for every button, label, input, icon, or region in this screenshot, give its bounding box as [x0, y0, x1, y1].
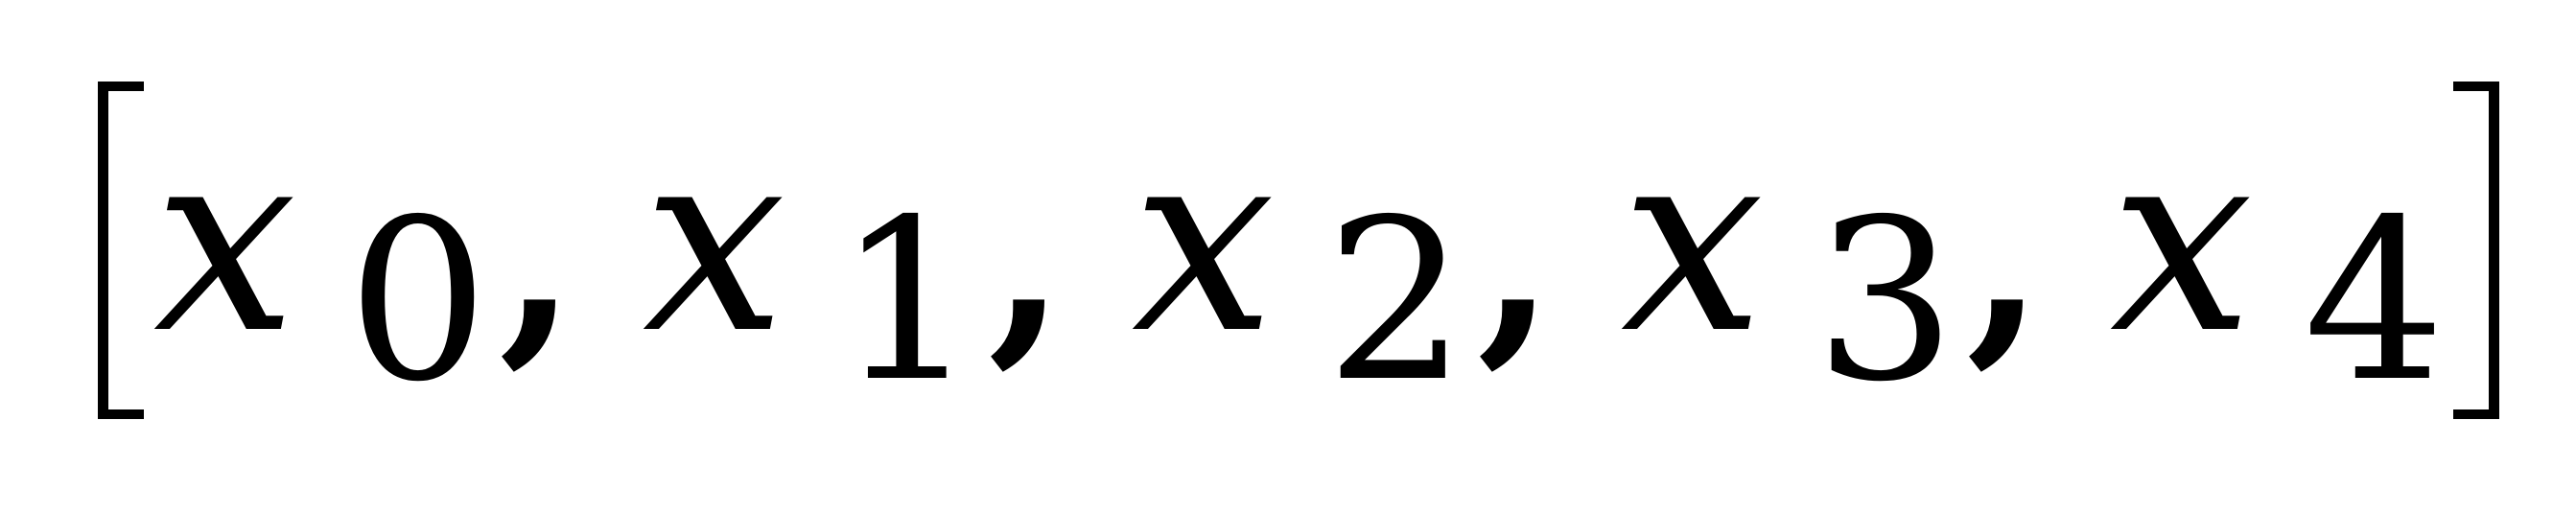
term-2-subscript: 2	[1325, 172, 1467, 431]
comma-separator: ,	[499, 124, 577, 388]
term-1-variable: x	[643, 94, 786, 389]
comma-separator: ,	[1477, 124, 1556, 388]
term-4-variable: x	[2110, 94, 2254, 389]
comma-separator: ,	[1966, 124, 2045, 388]
comma-separator: ,	[988, 124, 1066, 388]
term-0-subscript: 0	[347, 172, 489, 431]
open-bracket	[98, 82, 144, 419]
close-bracket	[2453, 82, 2499, 419]
term-3-subscript: 3	[1815, 172, 1956, 431]
term-0-variable: x	[153, 94, 297, 389]
term-3-variable: x	[1621, 94, 1765, 389]
term-4-subscript: 4	[2304, 172, 2446, 431]
term-2-variable: x	[1132, 94, 1276, 389]
term-1-subscript: 1	[836, 172, 978, 431]
